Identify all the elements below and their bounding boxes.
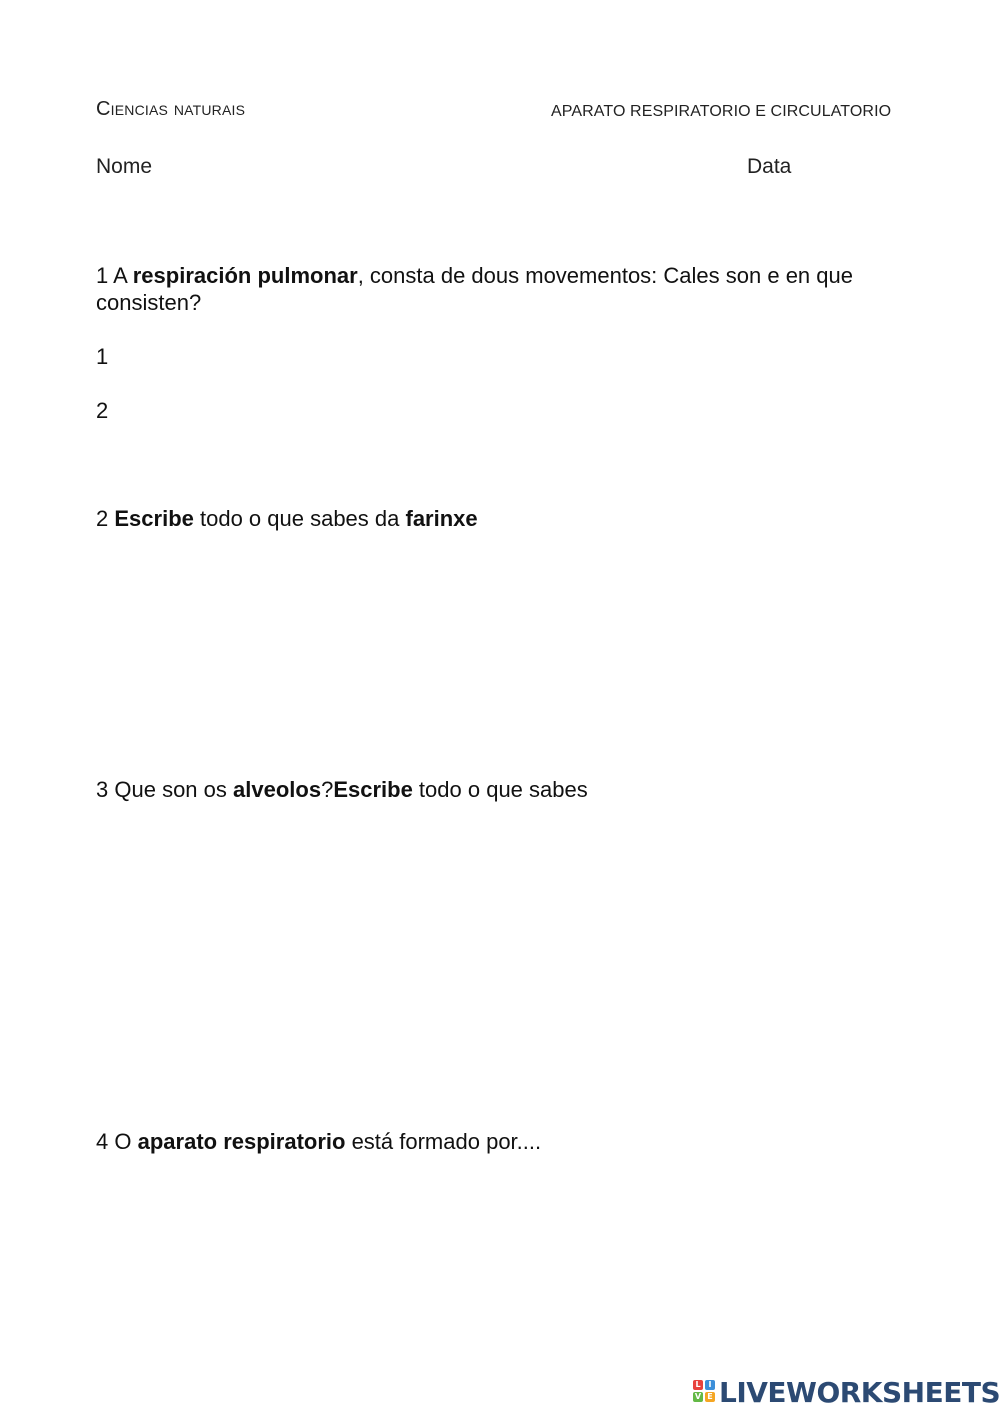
- question-2: [96, 505, 478, 532]
- question-1: [96, 262, 896, 316]
- text-run: todo o que sabes da: [193, 506, 406, 531]
- bold-term: Escribe: [114, 506, 194, 531]
- question-text: [114, 1129, 541, 1154]
- text-run: Que son os: [114, 777, 234, 802]
- text-run: , consta de dous movementos: Cales son e en que consisten?: [96, 263, 853, 315]
- text-run: está formado por....: [345, 1129, 542, 1154]
- text-run: todo o que sabes: [412, 777, 588, 802]
- logo-tile-i: I: [705, 1380, 715, 1390]
- liveworksheets-logo: [693, 1374, 1000, 1410]
- topic-title: APARATO RESPIRATORIO E CIRCULATORIO: [551, 103, 892, 120]
- logo-tile-l: L: [693, 1380, 703, 1390]
- logo-tile-v: V: [694, 1392, 702, 1401]
- logo-tile-e: E: [705, 1392, 715, 1402]
- text-run: A: [113, 263, 133, 288]
- question-text: [96, 263, 853, 315]
- brand-name: LIVEWORKSHEETS: [719, 1375, 1000, 1409]
- subject-title: Ciencias naturais: [96, 98, 246, 120]
- bold-term: respiración pulmonar: [132, 263, 358, 288]
- bold-term: aparato respiratorio: [137, 1129, 346, 1154]
- question-number: 1: [96, 263, 109, 288]
- question-number: 2: [96, 506, 109, 531]
- name-label: Nome: [96, 155, 153, 178]
- question-number: 3: [96, 777, 109, 802]
- bold-term: farinxe: [405, 506, 478, 531]
- date-label: Data: [747, 155, 792, 178]
- logo-icon: [693, 1380, 717, 1404]
- question-text: [114, 506, 477, 531]
- bold-term: Escribe: [333, 777, 413, 802]
- bold-term: alveolos: [233, 777, 322, 802]
- answer-line-2: 2: [96, 398, 109, 423]
- text-run: O: [114, 1129, 138, 1154]
- question-4: [96, 1128, 541, 1155]
- question-3: [96, 776, 588, 803]
- question-text: [114, 777, 587, 802]
- answer-line-1: 1: [96, 344, 109, 369]
- text-run: ?: [321, 777, 334, 802]
- question-number: 4: [96, 1129, 109, 1154]
